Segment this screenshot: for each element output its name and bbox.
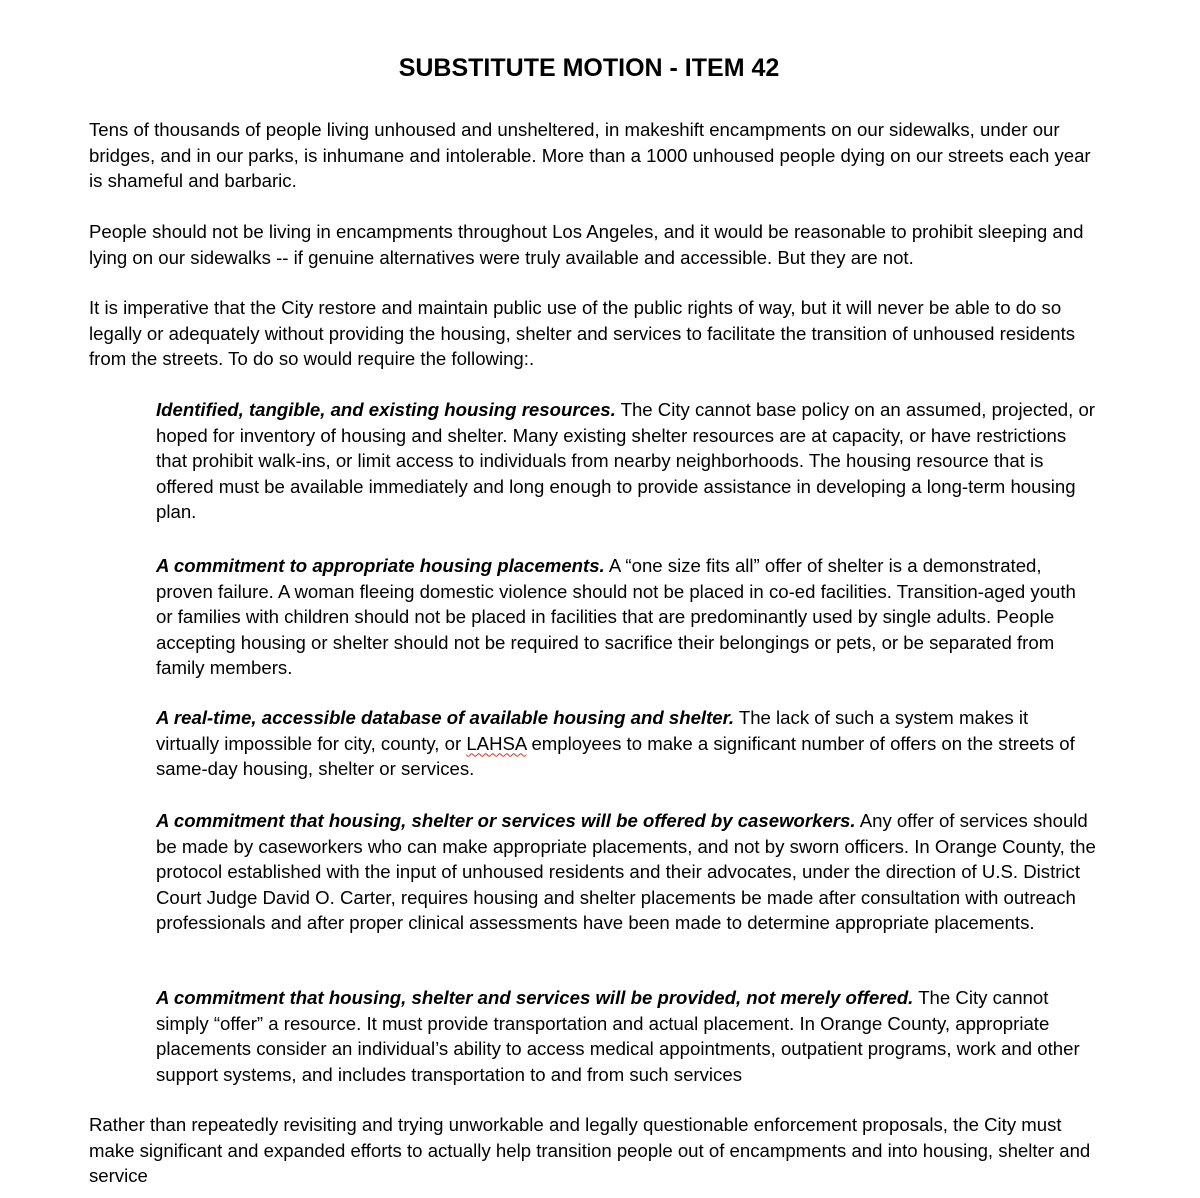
intro-paragraph-2: People should not be living in encampments throughout Los Angeles, and it would be reasonable to prohibit sleeping and lying on our sidewalks -- if genuine alternatives were truly available and accessible. But they are not. xyxy=(89,221,1084,268)
requirement-body-continued: employees to make a significant number of offers on the streets of same-day housing, shelter or services. xyxy=(156,732,1075,780)
requirement-heading: A real-time, accessible database of available housing and shelter. xyxy=(156,707,735,728)
requirement-real-time-database xyxy=(156,705,1096,782)
requirement-body: The City cannot simply “offer” a resource. It must provide transportation and actual placement. In Orange County, appropriate placements consider an individual’s ability to access medical appointments, outpatient programs, work and other support systems, and includes transportation to and from such services xyxy=(156,987,1080,1085)
requirement-appropriate-placements xyxy=(156,553,1096,681)
spellcheck-flagged-word[interactable]: LAHSA xyxy=(466,732,527,754)
requirement-heading: A commitment to appropriate housing placements. xyxy=(156,555,605,576)
requirement-body: The City cannot base policy on an assumed, projected, or hoped for inventory of housing and shelter. Many existing shelter resources are at capacity, or have restrictions that prohibit walk-ins, or limit access to individuals from nearby neighborhoods. The housing resource that is offered must be available immediately and long enough to provide assistance in developing a long-term housing plan. xyxy=(156,399,1095,523)
requirement-housing-resources xyxy=(156,397,1096,525)
closing-paragraph: Rather than repeatedly revisiting and trying unworkable and legally questionable enforcement proposals, the City must make significant and expanded efforts to actually help transition people out of encampments and into housing, shelter and service xyxy=(89,1114,1091,1187)
intro-paragraph-3: It is imperative that the City restore and maintain public use of the public rights of way, but it will never be able to do so legally or adequately without providing the housing, shelter and services to facilitate the transition of unhoused residents from the streets. To do so would require the following:. xyxy=(89,297,1076,370)
requirement-heading: Identified, tangible, and existing housing resources. xyxy=(156,399,616,420)
requirement-body: Any offer of services should be made by caseworkers who can make appropriate placements, and not by sworn officers. In Orange County, the protocol established with the input of unhoused residents and their advocates, under the direction of U.S. District Court Judge David O. Carter, requires housing and shelter placements be made after consultation with outreach professionals and after proper clinical assessments have been made to determine appropriate placements. xyxy=(156,810,1096,934)
intro-paragraph-1: Tens of thousands of people living unhoused and unsheltered, in makeshift encampments on our sidewalks, under our bridges, and in our parks, is inhumane and intolerable. More than a 1000 unhoused people dying on our streets each year is shameful and barbaric. xyxy=(89,119,1091,192)
requirement-provided-not-offered xyxy=(156,985,1096,1087)
requirement-body: A “one size fits all” offer of shelter is a demonstrated, proven failure. A woman fleeing domestic violence should not be placed in co-ed facilities. Transition-aged youth or families with children should not be placed in facilities that are predominantly used by single adults. People accepting housing or shelter should not be required to sacrifice their belongings or pets, or be separated from family members. xyxy=(156,555,1076,679)
document-title: SUBSTITUTE MOTION - ITEM 42 xyxy=(398,54,780,82)
requirement-heading: A commitment that housing, shelter and services will be provided, not merely offered. xyxy=(156,987,914,1008)
requirement-heading: A commitment that housing, shelter or services will be offered by caseworkers. xyxy=(156,810,856,831)
requirement-body: The lack of such a system makes it virtually impossible for city, county, or xyxy=(156,707,1029,754)
requirement-caseworkers xyxy=(156,808,1096,936)
